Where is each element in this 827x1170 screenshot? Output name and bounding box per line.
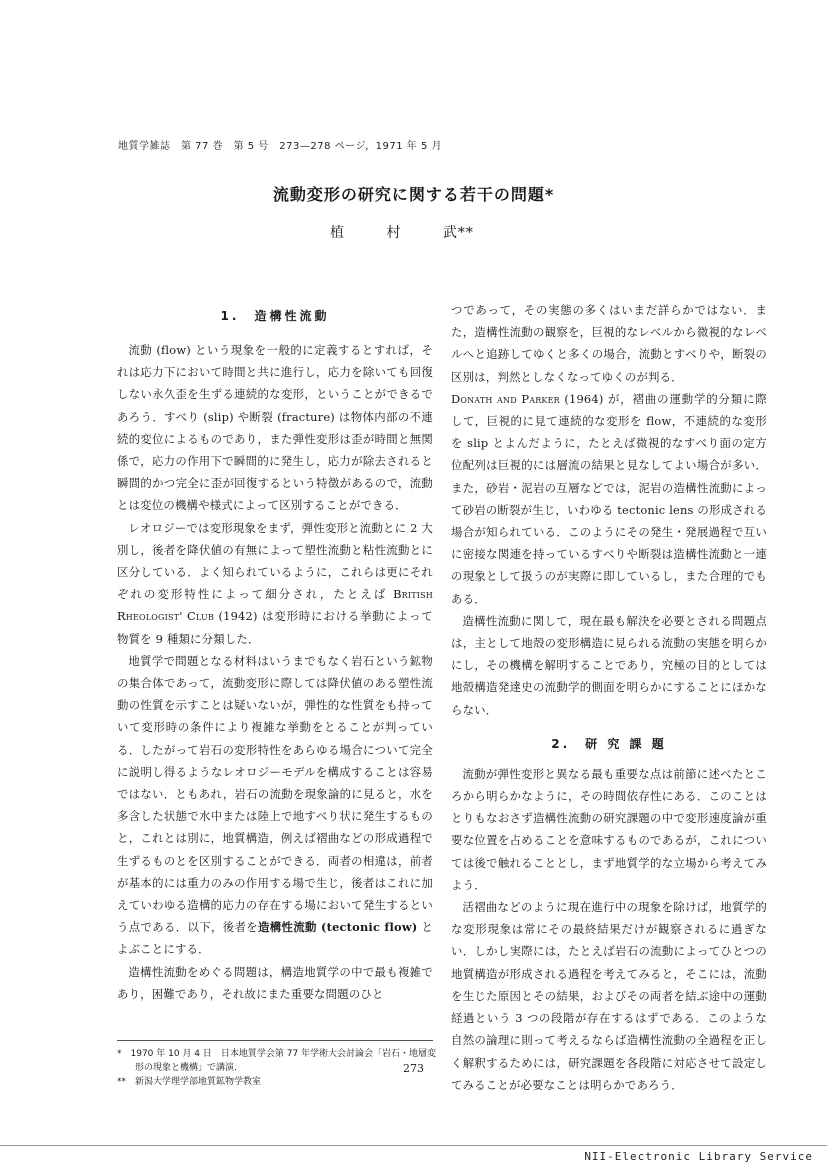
footer-service-label: NII-Electronic Library Service xyxy=(584,1150,813,1163)
journal-citation-header: 地質学雑誌 第 77 巻 第 5 号 273—278 ページ，1971 年 5 月 xyxy=(118,141,443,152)
donath-parker-paragraph xyxy=(451,388,767,610)
section-2-heading: 2. 研 究 課 題 xyxy=(551,736,667,751)
section-2-paragraph-2: 活褶曲などのように現在進行中の現象を除けば，地質学的な変形現象は常にその最終結果だけが観察されるに過ぎない．しかし実際には，たとえば岩石の流動によってひとつの地質構造が形成される過程を考えてみると，そこには，流動を生じた原因とその結果，およびその両者を結ぶ途中の運動経過という 3 つの段階が存在するはずである．このような自然の論理に則って考えるならば造構性流動の全過程を正しく解釈するためには，研究課題を各段階に対応させて設定してみることが必要なことは明らかであろう． xyxy=(451,900,767,1092)
section-1-paragraph-3 xyxy=(117,650,433,961)
paragraph-text: (1964) が，褶曲の運動学的分類に際して，巨視的に見て連続的な変形を flow，不連続的な変形を slip とよんだように，たとえば微視的なすべり面の定方位配列は巨視的には層流の結果と見なしてよい場合が多い．また，砂岩・泥岩の互層などでは，泥岩の造構性流動によって砂岩の断裂が生じ，いわゆる tectonic lens の形成される場合が知られている．このようにその発生・発展過程で互いに密接な関連を持っているすべりや断裂は造構性流動と一連の現象として扱うのが実際に即しているし，また合理的でもある． xyxy=(451,391,767,606)
paragraph-text: とよぶことにする． xyxy=(117,920,434,957)
section-1-paragraph-2 xyxy=(117,517,433,650)
section-2-paragraph-1: 流動が弾性変形と異なる最も重要な点は前節に述べたところから明らかなように，その時間依存性にある．このことはとりもなおさず造構性流動の研究課題の中で変形速度論が重要な位置を占めることを意味するものであるが，これについては後で触れることとし，まず地質学的な立場から考えてみよう． xyxy=(451,766,767,892)
left-column xyxy=(117,305,433,1005)
research-goal-paragraph: 造構性流動に関して，現在最も解決を必要とされる問題点は，主として地殻の変形構造に見られる流動の実態を明らかにし，その機構を解明することであり，究極の目的としては地殻構造発達史の流動学的側面を明らかにすることにほかならない． xyxy=(451,613,767,717)
continued-paragraph: つであって，その実態の多くはいまだ詳らかではない．また，造構性流動の観察を，巨視的なレベルから微視的なレベルへと追跡してゆくと多くの場合，流動とすべりや，断裂の区別は，判然としなくなってゆくのが判る． xyxy=(451,303,767,384)
page-number: 273 xyxy=(403,1062,424,1075)
section-1-paragraph-1: 流動 (flow) という現象を一般的に定義するとすれば，それは応力下において時間と共に進行し，応力を除いても回復しない永久歪を生ずる連続的な変形，ということができるであろう．すべり (slip) や断裂 (fracture) は物体内部の不連続的変位によるものであり，また弾性変形は歪が時間と無関係で，応力の作用下で瞬間的に発生し，応力が除去されると瞬間的かつ完全に歪が回復するという特徴があるので，流動とは変位の機構や様式によって区別することができる． xyxy=(117,343,433,513)
section-1-paragraph-4: 造構性流動をめぐる問題は，構造地質学の中で最も複雑であり，困難であり，それ故にまた重要な問題のひと xyxy=(117,964,433,1001)
article-author: 植 村 武** xyxy=(330,225,474,241)
footer-divider xyxy=(0,1145,827,1146)
paragraph-text: 地質学で問題となる材料はいうまでもなく岩石という鉱物の集合体であって，流動変形に際しては降伏値のある塑性流動の性質を示すことは疑いないが，弾性的な性質をも持っていて変形時の条件により複雑な挙動をとることが判っている．したがって岩石の変形特性をあらゆる場合について完全に説明し得るようなレオロジーモデルを構成することは容易ではない．ともあれ，岩石の流動を現象論的に見ると，水を多含した状態で水中または陸上で地すべり状に発生するものと，これとは別に，地質構造，例えば褶曲などの形成過程で生ずるものとを区別することができる．両者の相違は，前者が基本的には重力のみの作用する場で生じ，後者はこれに加えていわゆる造構的応力の存在する場において発生するという点である．以下，後者を xyxy=(117,653,433,935)
right-column xyxy=(451,299,767,1096)
footnote-2: ** 新潟大学理学部地質鉱物学教室 xyxy=(117,1077,262,1087)
footnote-1: * 1970 年 10 月 4 日 日本地質学会第 77 年学術大会討論会「岩石・地層変形の現象と機構」で講演． xyxy=(117,1049,437,1073)
term-tectonic-flow: 造構性流動 (tectonic flow) xyxy=(257,920,418,935)
citation-donath-parker: Donath and Parker xyxy=(451,391,560,406)
citation-british-rheologist-club: British Rheologist' Club xyxy=(117,587,433,624)
section-1-heading: 1. 造構性流動 xyxy=(220,309,330,323)
footnote-divider xyxy=(117,1040,433,1041)
paragraph-text: レオロジーでは変形現象をまず，弾性変形と流動とに 2 大別し，後者を降伏値の有無によって塑性流動と粘性流動とに区分している．よく知られているように，これらは更にそれぞれの変形特性によって細分され，たとえば xyxy=(117,520,433,602)
paragraph-text: (1942) は変形時における挙動によって物質を 9 種類に分類した． xyxy=(117,609,433,646)
article-title: 流動変形の研究に関する若干の問題* xyxy=(272,185,555,204)
